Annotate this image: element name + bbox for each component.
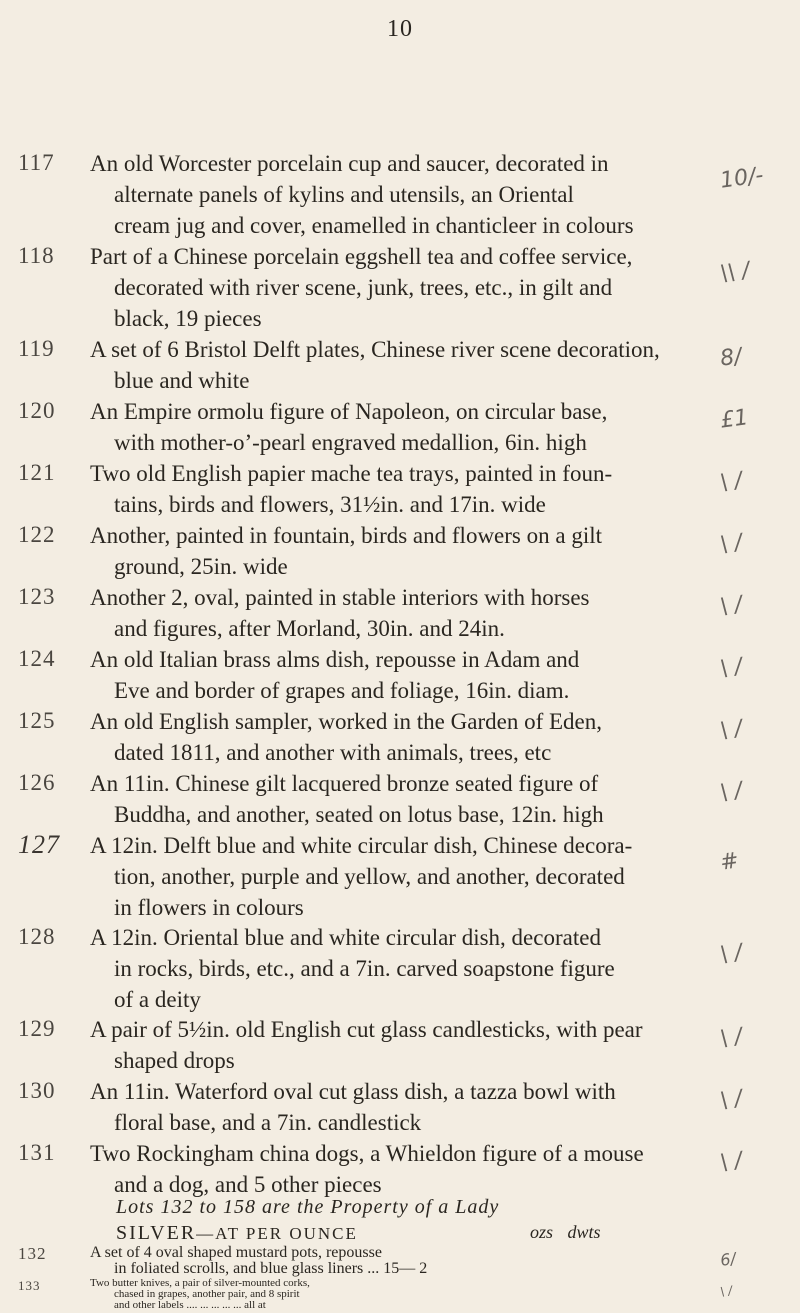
pencil-annotation: \ / [719,1283,734,1299]
lot-line: chased in grapes, another pair, and 8 spirit [114,1288,300,1300]
lot-number: 125 [18,708,56,733]
lot-line: cream jug and cover, enamelled in chanticleer in colours [114,213,634,238]
lot-number: 133 [18,1278,41,1293]
pencil-annotation: \ / [718,653,744,682]
lot-line: floral base, and a 7in. candlestick [114,1110,422,1135]
lot-line: An old English sampler, worked in the Garden of Eden, [90,709,602,734]
lot-line: and figures, after Morland, 30in. and 24in. [114,616,505,641]
pencil-annotation: \ / [718,1023,744,1052]
pencil-annotation: \ / [718,715,744,744]
lot-line: An 11in. Waterford oval cut glass dish, a tazza bowl with [90,1079,616,1104]
lot-number: 121 [18,460,56,485]
column-header: ozs dwts [530,1222,601,1242]
pencil-annotation: \ / [718,939,744,968]
lot-line: Another, painted in fountain, birds and flowers on a gilt [90,523,602,548]
section-heading-title: SILVER [116,1222,197,1244]
pencil-annotation: \ / [718,467,744,496]
lot-line: and other labels .... ... ... ... ... all at [114,1299,266,1311]
lot-line: An old Worcester porcelain cup and saucer, decorated in [90,151,609,176]
lot-number: 132 [18,1244,47,1263]
lot-number: 126 [18,770,56,795]
lot-line: tion, another, purple and yellow, and another, decorated [114,864,625,889]
lot-line: Two butter knives, a pair of silver-mounted corks, [90,1277,310,1289]
lot-line: Part of a Chinese porcelain eggshell tea and coffee service, [90,244,633,269]
lot-line: Two old English papier mache tea trays, painted in foun- [90,461,613,486]
lot-line: Eve and border of grapes and foliage, 16in. diam. [114,678,570,703]
lot-line: An old Italian brass alms dish, repousse in Adam and [90,647,580,672]
pencil-annotation: £1 [718,405,750,434]
pencil-annotation: \ / [718,529,744,558]
lot-number: 117 [18,150,55,175]
lot-line: alternate panels of kylins and utensils, an Oriental [114,182,574,207]
pencil-annotation: 8/ [718,344,744,372]
lot-line: with mother-o’-pearl engraved medallion, 6in. high [114,430,587,455]
lot-number: 118 [18,243,55,268]
pencil-annotation: \ / [718,591,744,620]
lot-line: Buddha, and another, seated on lotus base, 12in. high [114,802,604,827]
lot-number: 130 [18,1078,56,1103]
lot-line: blue and white [114,368,250,393]
pencil-annotation: \ / [718,1085,744,1114]
lot-number: 128 [18,924,56,949]
lot-line: A 12in. Delft blue and white circular dish, Chinese decora- [90,833,633,858]
lot-number: 120 [18,398,56,423]
lot-number: 131 [18,1140,56,1165]
pencil-annotation: \\ / [718,257,752,287]
lot-number: 124 [18,646,56,671]
pencil-annotation: \ / [718,1147,744,1176]
lot-line: dated 1811, and another with animals, trees, etc [114,740,552,765]
lot-line: of a deity [114,987,201,1012]
pencil-annotation: 10/- [718,162,766,194]
lot-line: and a dog, and 5 other pieces [114,1172,382,1197]
lot-number: 123 [18,584,56,609]
lot-number: 122 [18,522,56,547]
lot-line: black, 19 pieces [114,306,262,331]
lot-line: A set of 6 Bristol Delft plates, Chinese river scene decoration, [90,337,660,362]
lot-line: shaped drops [114,1048,235,1073]
section-heading-subtitle: —AT PER OUNCE [196,1224,358,1243]
lot-line: in foliated scrolls, and blue glass liners ... 15— 2 [114,1260,428,1277]
lot-line: decorated with river scene, junk, trees, etc., in gilt and [114,275,613,300]
lot-number: 129 [18,1016,56,1041]
lot-line: Another 2, oval, painted in stable interiors with horses [90,585,590,610]
lot-line: An 11in. Chinese gilt lacquered bronze seated figure of [90,771,599,796]
lot-line: in rocks, birds, etc., and a 7in. carved soapstone figure [114,956,615,981]
page-number: 10 [387,16,413,42]
lot-number: 119 [18,336,55,361]
lot-line: tains, birds and flowers, 31½in. and 17in. wide [114,492,546,517]
lot-line: A 12in. Oriental blue and white circular dish, decorated [90,925,601,950]
lot-line: A pair of 5½in. old English cut glass candlesticks, with pear [90,1017,643,1042]
pencil-annotation: # [718,848,741,876]
lot-line: A set of 4 oval shaped mustard pots, repousse [90,1244,382,1261]
pencil-annotation: \ / [718,777,744,806]
lot-number-handwritten: 127 [18,830,60,859]
lot-line: An Empire ormolu figure of Napoleon, on circular base, [90,399,608,424]
lot-line: ground, 25in. wide [114,554,288,579]
section-heading-italic: Lots 132 to 158 are the Property of a Lady [116,1196,500,1218]
lot-line: Two Rockingham china dogs, a Whieldon figure of a mouse [90,1141,644,1166]
lot-line: in flowers in colours [114,895,304,920]
pencil-annotation: 6/ [719,1248,738,1270]
